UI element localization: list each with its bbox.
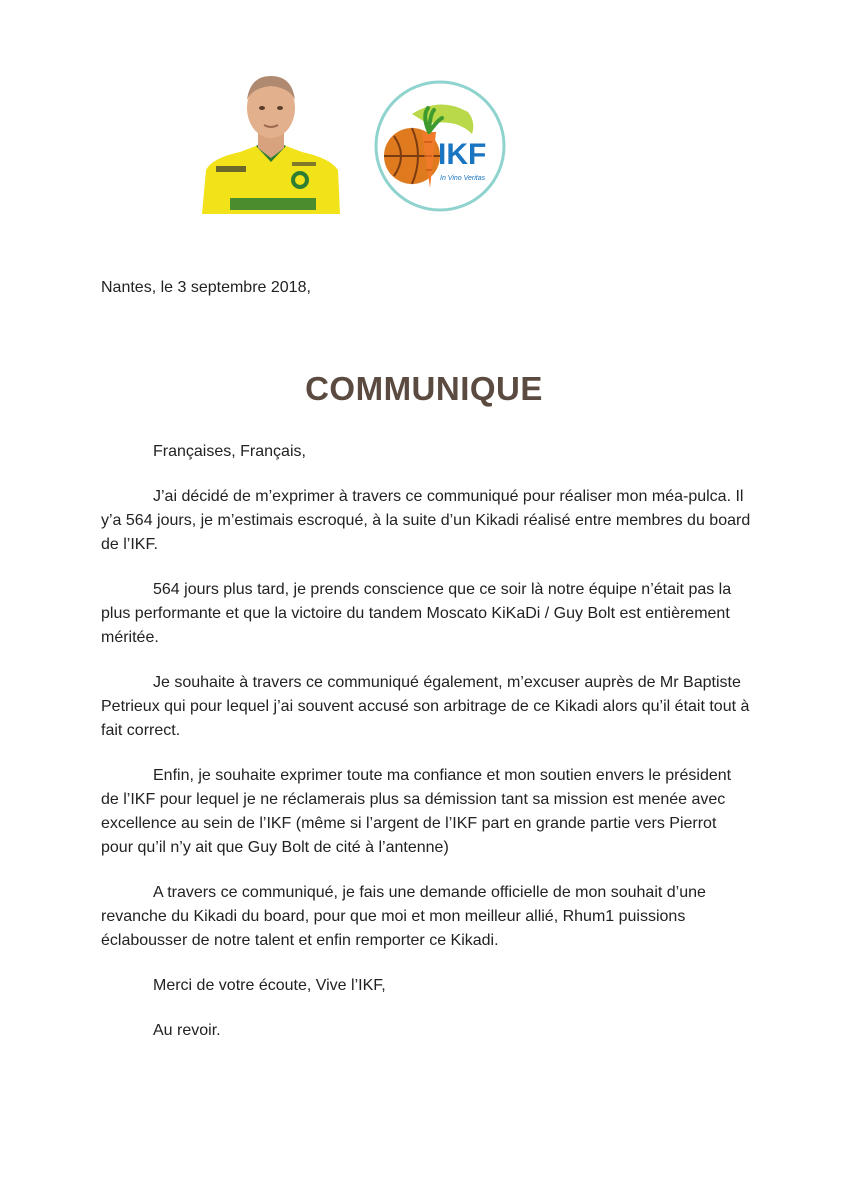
author-photo <box>200 70 342 214</box>
paragraph: J’ai décidé de m’exprimer à travers ce communiqué pour réaliser mon méa-pulca. Il y’a 564 jours, je m’estimais escroqué, à la suite d’un Kikadi réalisé entre membres du board de l’IKF. <box>101 488 751 553</box>
paragraph: 564 jours plus tard, je prends conscience que ce soir là notre équipe n’était pas la plus performante et que la victoire du tandem Moscato KiKaDi / Guy Bolt est entièrement méritée. <box>101 581 732 646</box>
paragraph: Enfin, je souhaite exprimer toute ma confiance et mon soutien envers le président de l’IKF pour lequel je ne réclamerais plus sa démission tant sa mission est menée avec excellence au sein de l’IKF (même si l’argent de l’IKF part en grande partie vers Pierrot pour qu’il n’y ait que Guy Bolt de cité à l’antenne) <box>101 767 732 856</box>
person-portrait-icon <box>200 70 342 214</box>
ikf-logo <box>372 78 508 214</box>
place-date: Nantes, le 3 septembre 2018, <box>101 279 311 296</box>
page-title: COMMUNIQUE <box>305 370 543 407</box>
logo-name: IKF <box>438 138 487 171</box>
paragraph: Je souhaite à travers ce communiqué également, m’excuser auprès de Mr Baptiste Petrieux qui pour lequel j’ai souvent accusé son arbitrage de ce Kikadi alors qu’il était tout à fait correct. <box>101 674 750 739</box>
salutation: Françaises, Français, <box>153 443 306 460</box>
letter-body <box>101 440 751 1043</box>
signoff: Au revoir. <box>153 1022 221 1039</box>
paragraph: A travers ce communiqué, je fais une demande officielle de mon souhait d’une revanche du Kikadi du board, pour que moi et mon meilleur allié, Rhum1 puissions éclabousser de notre talent et enfin remporter ce Kikadi. <box>101 884 706 949</box>
closing: Merci de votre écoute, Vive l’IKF, <box>153 977 386 994</box>
ikf-basketball-carrot-logo-icon <box>372 78 508 214</box>
logo-tagline: In Vino Veritas <box>440 175 486 182</box>
